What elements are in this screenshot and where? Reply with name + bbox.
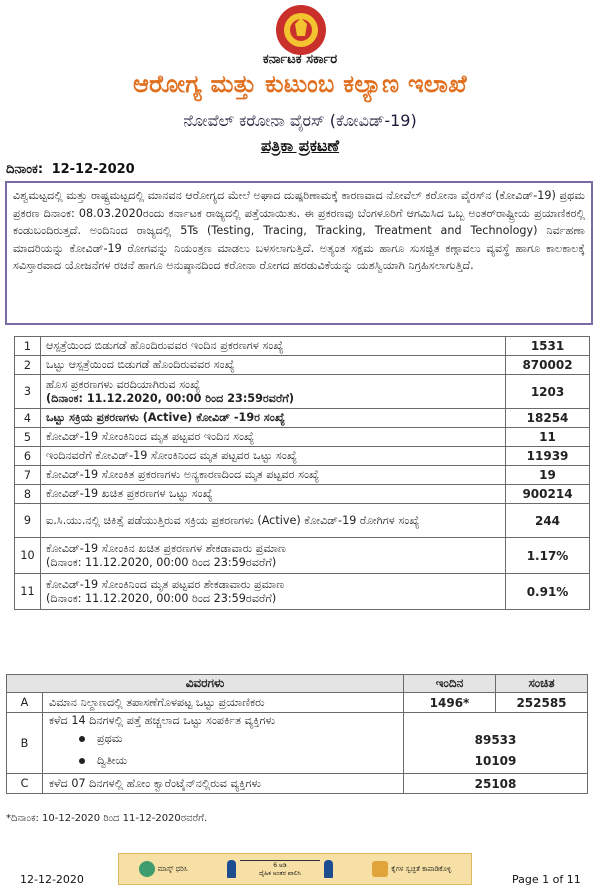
row-description <box>40 428 505 447</box>
covid-precaution-banner <box>118 853 472 885</box>
bullet-icon <box>79 736 85 742</box>
list-item <box>49 728 397 750</box>
row-value: 870002 <box>506 356 590 375</box>
date-label: ದಿನಾಂಕ: <box>6 162 44 177</box>
secondary-value: 10109 <box>474 754 517 768</box>
row-description <box>40 485 505 504</box>
row-description-text: ಇಂದಿನವರೆಗೆ ಕೋವಿಡ್-19 ಸೋಂಕಿನಿಂದ ಮೃತ ಪಟ್ಟವರ ಒಟ್ಟು ಸಂಖ್ಯೆ <box>45 449 297 462</box>
row-value: 244 <box>506 504 590 538</box>
row-number: 6 <box>15 447 41 466</box>
person-icon <box>227 860 236 878</box>
row-description: ಕಳೆದ 14 ದಿನಗಳಲ್ಲಿ ಪತ್ತೆ ಹಚ್ಚಲಾದ ಒಟ್ಟು ಸಂಪರ್ಕಿತ ವ್ಯಕ್ತಿಗಳು <box>49 714 276 727</box>
distance-label: 6 ಅಡಿ <box>273 862 287 869</box>
table-row <box>15 574 590 610</box>
date-value: 12-12-2020 <box>51 162 135 177</box>
distance-arrow <box>240 860 320 878</box>
row-number: 8 <box>15 485 41 504</box>
row-description-text: ಐ.ಸಿ.ಯು.ನಲ್ಲಿ ಚಿಕಿತ್ಸೆ ಪಡೆಯುತ್ತಿರುವ ಸಕ್ರಿಯ ಪ್ರಕರಣಗಳು (Active) ಕೋವಿಡ್-19 ರೋಗಿಗಳ ಸಂಖ್ಯೆ <box>45 513 420 527</box>
table-row <box>15 428 590 447</box>
row-value: 1203 <box>506 375 590 409</box>
row-description <box>40 409 505 428</box>
primary-label: ಪ್ರಥಮ <box>97 732 123 745</box>
row-description-text: ಒಟ್ಟು ಸಕ್ರಿಯ ಪ್ರಕರಣಗಳು (Active) ಕೋವಿಡ್ -19ರ ಸಂಖ್ಯೆ <box>45 411 285 424</box>
row-description-text: ಕೋವಿಡ್-19 ಖಚಿತ ಪ್ರಕರಣಗಳ ಒಟ್ಟು ಸಂಖ್ಯೆ <box>45 487 213 500</box>
contacts-cell <box>43 713 404 774</box>
mask-tip-label: ಮಾಸ್ಕ್ ಧರಿಸಿ <box>157 864 188 873</box>
row-number: 10 <box>15 538 41 574</box>
table-row <box>15 504 590 538</box>
row-value: 11939 <box>506 447 590 466</box>
row-description <box>40 538 505 574</box>
row-description <box>40 466 505 485</box>
row-description-text: ಹೊಸ ಪ್ರಕರಣಗಳು ವರದಿಯಾಗಿರುವ ಸಂಖ್ಯೆ <box>45 377 201 391</box>
table-row <box>15 485 590 504</box>
row-description-text: ಕೋವಿಡ್-19 ಸೋಂಕಿನ ಖಚಿತ ಪ್ರಕರಣಗಳ ಶೇಕಡಾವಾರು ಪ್ರಮಾಣ <box>45 541 286 555</box>
department-title: ಆರೋಗ್ಯ ಮತ್ತು ಕುಟುಂಬ ಕಲ್ಯಾಣ ಇಲಾಖೆ <box>133 70 467 98</box>
row-value: 1.17% <box>506 538 590 574</box>
row-description-text: ಕೋವಿಡ್-19 ಸೋಂಕಿತ ಪ್ರಕರಣಗಳು ಅನ್ಯಕಾರಣದಿಂದ ಮೃತ ಪಟ್ಟವರ ಸಂಖ್ಯೆ <box>45 468 320 481</box>
row-description <box>40 574 505 610</box>
row-cumulative-value: 25108 <box>404 774 588 794</box>
row-description-text: ಕೋವಿಡ್-19 ಸೋಂಕಿನಿಂದ ಮೃತ ಪಟ್ಟವರ ಇಂದಿನ ಸಂಖ್ಯೆ <box>45 430 255 443</box>
list-item <box>49 750 397 772</box>
footnote: *ದಿನಾಂಕ: 10-12-2020 ರಿಂದ 11-12-2020ರವರೆಗೆ. <box>6 813 208 824</box>
row-number: 3 <box>15 375 41 409</box>
table-row <box>7 693 588 713</box>
table-row <box>15 447 590 466</box>
row-description <box>40 375 505 409</box>
row-number: 11 <box>15 574 41 610</box>
secondary-label: ದ್ವಿತೀಯ <box>97 754 128 767</box>
hands-tip <box>372 861 451 877</box>
press-release-title: ಪತ್ರಿಕಾ ಪ್ರಕಟಣೆ <box>260 136 340 155</box>
table-row <box>7 713 588 774</box>
table-row <box>15 337 590 356</box>
table-row <box>15 375 590 409</box>
row-value: 18254 <box>506 409 590 428</box>
distance-sub-label: ದೈಹಿಕ ಅಂತರ ಪಾಲಿಸಿ <box>259 870 301 877</box>
person-icon <box>324 860 333 878</box>
primary-value: 89533 <box>474 733 517 747</box>
row-number: 9 <box>15 504 41 538</box>
row-number: 4 <box>15 409 41 428</box>
distance-tip <box>227 860 333 878</box>
row-date-range: (ದಿನಾಂಕ: 11.12.2020, 00:00 ರಿಂದ 23:59ರವರೆಗೆ) <box>45 391 294 405</box>
page-number: Page 1 of 11 <box>512 873 581 886</box>
row-description <box>40 447 505 466</box>
hand-wash-icon <box>372 861 388 877</box>
contacts-values <box>404 713 588 774</box>
mask-icon <box>139 861 155 877</box>
intro-paragraph: ವಿಶ್ವಮಟ್ಟದಲ್ಲಿ ಮತ್ತು ರಾಷ್ಟ್ರಮಟ್ಟದಲ್ಲಿ ಮಾನವನ ಆರೋಗ್ಯದ ಮೇಲೆ ಅಘಾದ ದುಷ್ಪರಿಣಾಮಕ್ಕೆ ಕಾರಣವಾದ ನೋವೆಲ್ ಕರೋನಾ ವೈರಸ್‌ನ (ಕೋವಿಡ್-19) ಪ್ರಥಮ ಪ್ರಕರಣ ದಿನಾಂಕ: 08.03.2020ರಂದು ಕರ್ನಾಟಕ ರಾಜ್ಯದಲ್ಲಿ ಪತ್ತೆಯಾಯಿತು. ಈ ಪ್ರಕರಣವು ಬೆಂಗಳೂರಿಗೆ ಆಗಮಿಸಿದ ಒಬ್ಬ ಅಂತರ್‌ರಾಷ್ಟ್ರೀಯ ಪ್ರಯಾಣಿಕರಲ್ಲಿ ಕಂಡುಬಂದಿರುತ್ತದೆ. ಅಂದಿನಿಂದ ರಾಜ್ಯದಲ್ಲಿ 5Ts (Testing, Tracing, Tracking, Treatment and Technology) ನಿರ್ವಹಣಾ ಮಾದರಿಯನ್ನು ಕೋವಿಡ್-19 ರೋಗವನ್ನು ನಿಯಂತ್ರಣ ಮಾಡಲು ಬಳಸಲಾಗುತ್ತಿದೆ. ಅತ್ಯಂತ ಸಕ್ಷಮ ಹಾಗೂ ಸುಸಜ್ಜಿತ ಕಣ್ಗಾವಲು ವ್ಯವಸ್ಥೆ ಹಾಗೂ ಕಾಲಕಾಲಕ್ಕೆ ಸವಿಸ್ತಾರವಾದ ಯೋಜನೆಗಳ ರಚನೆ ಹಾಗೂ ಅನುಷ್ಠಾನದಿಂದ ಕರೋನಾ ರೋಗದ ಹರಡುವಿಕೆಯನ್ನು ಯಶಸ್ವಿಯಾಗಿ ನಿಗ್ರಹಿಸಲಾಗುತ್ತಿದೆ. <box>5 181 593 325</box>
row-letter: C <box>7 774 43 794</box>
row-value: 0.91% <box>506 574 590 610</box>
subject-title: ನೋವೆಲ್ ಕರೋನಾ ವೈರಸ್ (ಕೋವಿಡ್-19) <box>183 111 417 130</box>
row-description-text: ಒಟ್ಟು ಆಸ್ಪತ್ರೆಯಿಂದ ಬಿಡುಗಡೆ ಹೊಂದಿರುವವರ ಸಂಖ್ಯೆ <box>45 358 235 371</box>
row-value: 1531 <box>506 337 590 356</box>
government-title: ಕರ್ನಾಟಕ ಸರ್ಕಾರ <box>262 52 338 67</box>
row-cumulative-value: 252585 <box>496 693 588 713</box>
row-letter: B <box>7 713 43 774</box>
table-row <box>15 356 590 375</box>
row-description: ಕಳೆದ 07 ದಿನಗಳಲ್ಲಿ ಹೋಂ ಕ್ವಾರೆಂಟೈನ್‌ನಲ್ಲಿರುವ ವ್ಯಕ್ತಿಗಳು <box>43 774 404 794</box>
bullet-icon <box>79 758 85 764</box>
row-value: 19 <box>506 466 590 485</box>
table-row <box>15 409 590 428</box>
row-description <box>40 504 505 538</box>
row-today-value: 1496* <box>404 693 496 713</box>
hands-tip-label: ಕೈಗಳ ಸ್ವಚ್ಛತೆ ಕಾಪಾಡಿಕೊಳ್ಳಿ <box>391 864 452 873</box>
table-row <box>15 538 590 574</box>
row-value: 11 <box>506 428 590 447</box>
row-date-range: (ದಿನಾಂಕ: 11.12.2020, 00:00 ರಿಂದ 23:59ರವರೆಗೆ) <box>45 555 277 569</box>
row-number: 2 <box>15 356 41 375</box>
row-description <box>40 356 505 375</box>
karnataka-emblem-icon <box>259 4 343 56</box>
table-row <box>15 466 590 485</box>
table-row <box>7 774 588 794</box>
header-today: ಇಂದಿನ <box>404 675 496 693</box>
header-details: ವಿವರಗಳು <box>7 675 404 693</box>
travel-header-row <box>7 675 588 693</box>
row-description: ವಿಮಾನ ನಿಲ್ದಾಣದಲ್ಲಿ ತಪಾಸಣೆಗೊಳಪಟ್ಟ ಒಟ್ಟು ಪ್ರಯಾಣಿಕರು <box>43 693 404 713</box>
travel-contacts-table <box>6 674 588 794</box>
mask-tip <box>139 861 188 877</box>
row-description <box>40 337 505 356</box>
row-letter: A <box>7 693 43 713</box>
row-date-range: (ದಿನಾಂಕ: 11.12.2020, 00:00 ರಿಂದ 23:59ರವರೆಗೆ) <box>45 591 277 605</box>
row-description-text: ಆಸ್ಪತ್ರೆಯಿಂದ ಬಿಡುಗಡೆ ಹೊಂದಿರುವವರ ಇಂದಿನ ಪ್ರಕರಣಗಳ ಸಂಖ್ಯೆ <box>45 339 284 352</box>
row-number: 7 <box>15 466 41 485</box>
covid-stats-table <box>14 336 590 610</box>
header-cumulative: ಸಂಚಿತ <box>496 675 588 693</box>
row-value: 900214 <box>506 485 590 504</box>
footer-date: 12-12-2020 <box>20 873 84 886</box>
release-date <box>6 162 135 177</box>
row-number: 1 <box>15 337 41 356</box>
row-number: 5 <box>15 428 41 447</box>
row-description-text: ಕೋವಿಡ್-19 ಸೋಂಕಿನಿಂದ ಮೃತ ಪಟ್ಟವರ ಶೇಕಡಾವಾರು ಪ್ರಮಾಣ <box>45 577 285 591</box>
